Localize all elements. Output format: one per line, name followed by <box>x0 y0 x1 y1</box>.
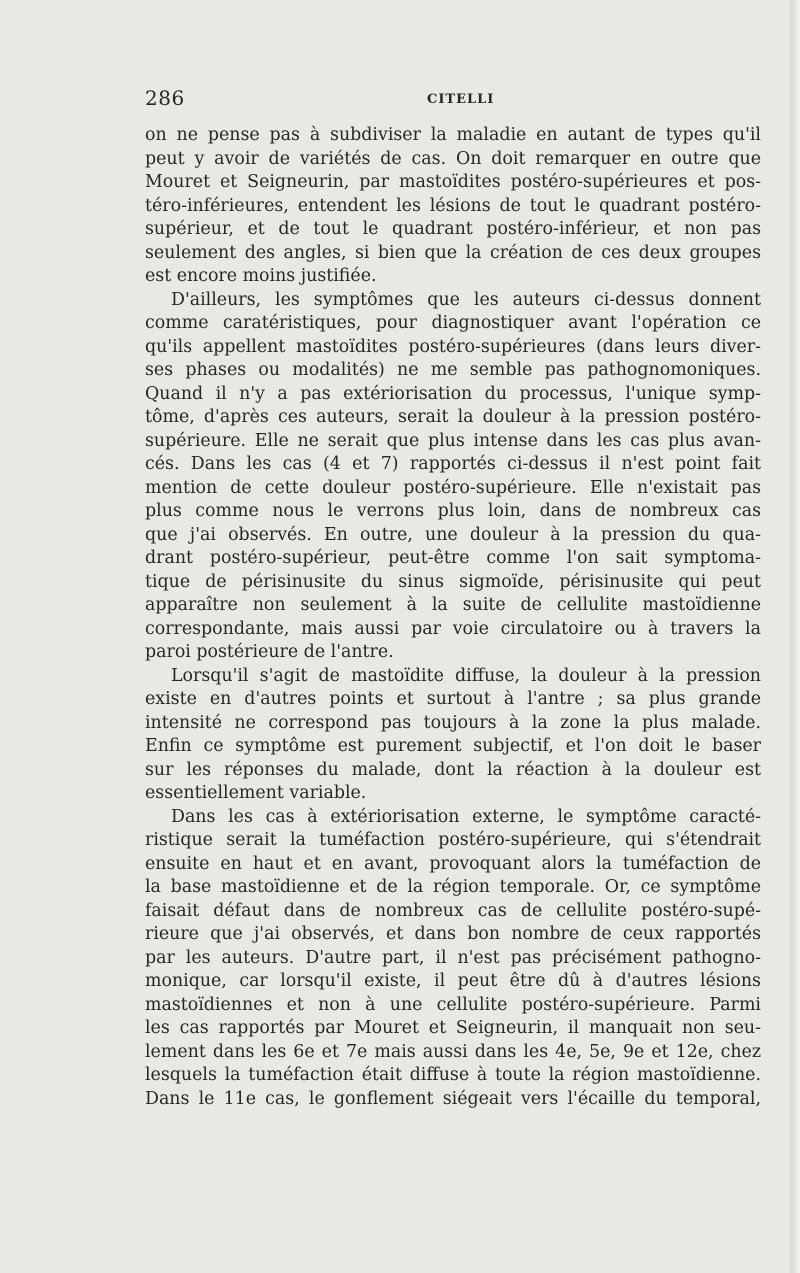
text-line: seulement des angles, si bien que la création de ces deux groupes <box>145 242 761 263</box>
text-line: on ne pense pas à subdiviser la maladie en autant de types qu'il <box>145 125 761 145</box>
page-number: 286 <box>145 86 185 110</box>
paragraph <box>145 124 761 289</box>
text-line: monique, car lorsqu'il existe, il peut être dû à d'autres lésions <box>145 971 761 991</box>
text-line: essentiellement variable. <box>145 783 367 803</box>
text-line: sur les réponses du malade, dont la réaction à la douleur est <box>145 759 761 780</box>
text-line: ses phases ou modalités) ne me semble pas pathognomoniques. <box>145 360 761 380</box>
text-line: ensuite en haut et en avant, provoquant alors la tuméfaction de <box>145 853 761 874</box>
paragraph <box>145 806 761 1112</box>
text-line: Enfin ce symptôme est purement subjectif, et l'on doit le baser <box>145 736 761 756</box>
text-line: la base mastoïdienne et de la région temporale. Or, ce symptôme <box>145 877 761 897</box>
text-line: supérieure. Elle ne serait que plus intense dans les cas plus avan- <box>145 430 761 451</box>
text-line: peut y avoir de variétés de cas. On doit remarquer en outre que <box>145 148 761 169</box>
text-line: apparaître non seulement à la suite de cellulite mastoïdienne <box>145 595 761 615</box>
text-line: drant postéro-supérieur, peut-être comme l'on sait symptoma- <box>145 548 761 568</box>
text-line: lement dans les 6e et 7e mais aussi dans les 4e, 5e, 9e et 12e, chez <box>145 1041 761 1062</box>
paragraph <box>145 289 761 665</box>
text-line: lesquels la tuméfaction était diffuse à toute la région mastoïdienne. <box>145 1065 761 1085</box>
text-line: tôme, d'après ces auteurs, serait la douleur à la pression postéro- <box>145 407 761 427</box>
text-line: D'ailleurs, les symptômes que les auteurs ci-dessus donnent <box>171 289 761 310</box>
text-line: Lorsqu'il s'agit de mastoïdite diffuse, la douleur à la pression <box>171 665 761 686</box>
body-text <box>145 124 761 1111</box>
running-head: CITELLI <box>427 92 495 107</box>
text-line: mention de cette douleur postéro-supérieure. Elle n'existait pas <box>145 477 761 498</box>
paragraph <box>145 665 761 806</box>
text-line: que j'ai observés. En outre, une douleur à la pression du qua- <box>145 524 761 545</box>
text-line: intensité ne correspond pas toujours à la zone la plus malade. <box>145 712 761 733</box>
text-line: supérieur, et de tout le quadrant postéro-inférieur, et non pas <box>145 219 761 239</box>
text-line: est encore moins justifiée. <box>145 266 377 286</box>
text-line: par les auteurs. D'autre part, il n'est pas précisément pathogno- <box>145 947 761 968</box>
text-line: rieure que j'ai observés, et dans bon nombre de ceux rapportés <box>145 924 761 944</box>
text-line: faisait défaut dans de nombreux cas de cellulite postéro-supé- <box>145 900 761 921</box>
text-line: comme caratéristiques, pour diagnostiquer avant l'opération ce <box>145 313 761 333</box>
text-line: tique de périsinusite du sinus sigmoïde, périsinusite qui peut <box>145 571 761 592</box>
text-line: plus comme nous le verrons plus loin, dans de nombreux cas <box>145 501 761 521</box>
text-line: Quand il n'y a pas extériorisation du processus, l'unique symp- <box>145 383 761 404</box>
text-line: ristique serait la tuméfaction postéro-supérieure, qui s'étendrait <box>145 830 761 850</box>
text-line: Dans le 11e cas, le gonflement siégeait vers l'écaille du temporal, <box>145 1088 761 1109</box>
text-line: existe en d'autres points et surtout à l'antre ; sa plus grande <box>145 689 761 709</box>
text-line: correspondante, mais aussi par voie circulatoire ou à travers la <box>145 618 761 639</box>
text-line: Dans les cas à extériorisation externe, le symptôme caracté- <box>171 806 761 827</box>
text-line: qu'ils appellent mastoïdites postéro-supérieures (dans leurs diver- <box>145 336 761 357</box>
text-line: cés. Dans les cas (4 et 7) rapportés ci-dessus il n'est point fait <box>145 454 761 474</box>
text-line: les cas rapportés par Mouret et Seigneurin, il manquait non seu- <box>145 1018 761 1038</box>
text-line: Mouret et Seigneurin, par mastoïdites postéro-supérieures et pos- <box>145 172 761 192</box>
text-line: téro-inférieures, entendent les lésions de tout le quadrant postéro- <box>145 195 761 216</box>
text-line: paroi postérieure de l'antre. <box>145 642 394 662</box>
page-header <box>145 86 765 114</box>
text-line: mastoïdiennes et non à une cellulite postéro-supérieure. Parmi <box>145 994 761 1015</box>
